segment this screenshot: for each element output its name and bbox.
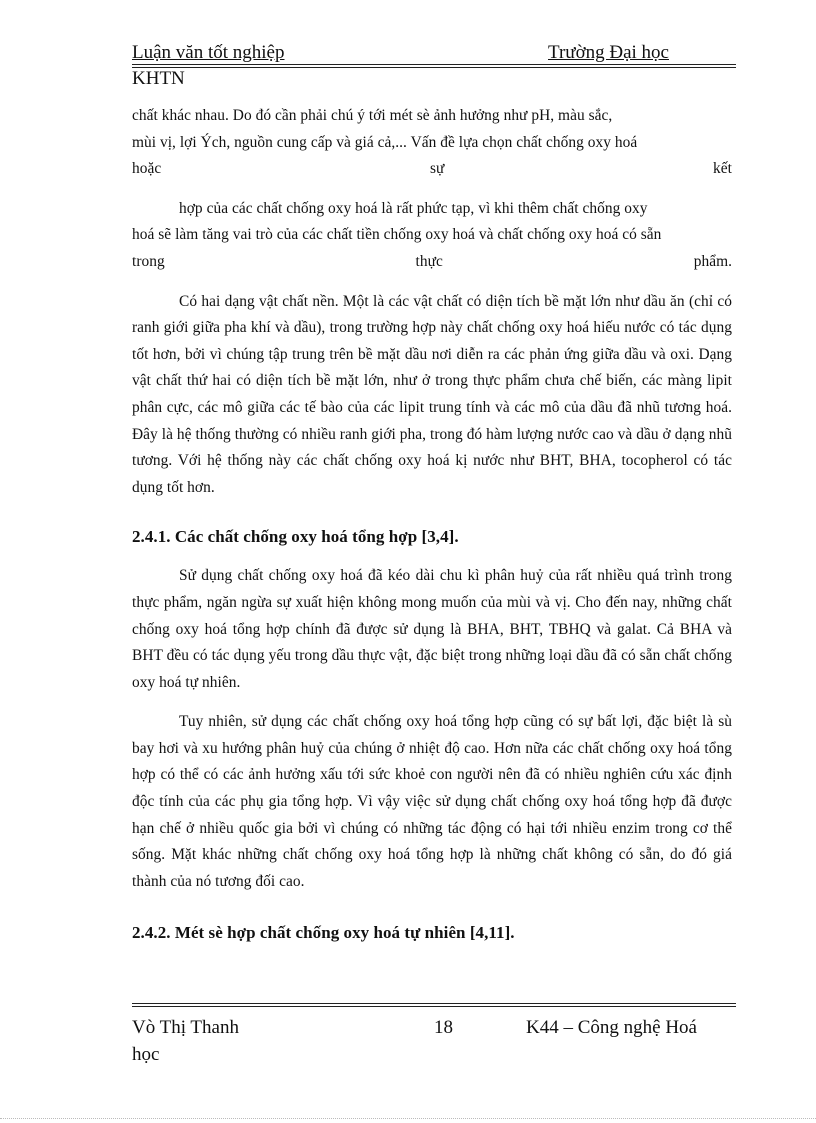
- header-rule-top: [132, 64, 736, 65]
- paragraph-2: [132, 196, 732, 276]
- word: sự: [429, 160, 445, 178]
- paragraph-4: Sử dụng chất chống oxy hoá đã kéo dài chu kì phân huỷ của rất nhiều quá trình trong thực phẩm, ngăn ngừa sự xuất hiện không mong muốn của mùi và vị. Cho đến nay, những chất chống oxy hoá tổng hợp chính đã được sử dụng là BHA, BHT, TBHQ và galat. Cả BHA và BHT đều có tác dụng yếu trong dầu thực vật, đặc biệt trong những loại dầu đã có sẵn chất chống oxy hoá tự nhiên.: [132, 567, 732, 691]
- word: thực: [415, 252, 443, 270]
- page-bottom-dotted-rule: [0, 1118, 816, 1119]
- header-title-line2: KHTN: [132, 68, 185, 89]
- paragraph-1: [132, 103, 732, 183]
- header-rule-bottom: [132, 67, 736, 68]
- section-heading-2-4-2: 2.4.2. Mét sè hợp chất chống oxy hoá tự nhiên [4,11].: [132, 923, 515, 943]
- document-body: [132, 103, 732, 959]
- paragraph-1-line-3: [132, 156, 732, 183]
- paragraph-2-line-1: hợp của các chất chống oxy hoá là rất phức tạp, vì khi thêm chất chống oxy: [179, 199, 648, 217]
- paragraph-2-line-3: [132, 249, 732, 276]
- word: kết: [713, 160, 732, 178]
- word: phẩm.: [693, 252, 732, 270]
- header-title-right: Trường Đại học: [548, 42, 669, 63]
- paragraph-5: Tuy nhiên, sử dụng các chất chống oxy hoá tổng hợp cũng có sự bất lợi, đặc biệt là sù bay hơi và xu hướng phân huỷ của chúng ở nhiệt độ cao. Hơn nữa các chất chống oxy hoá tổng hợp có thể có các ảnh hưởng xấu tới sức khoẻ con người nên đã có nhiều nghiên cứu xác định độc tính của các phụ gia tổng hợp. Vì vậy việc sử dụng chất chống oxy hoá tổng hợp đã được hạn chế ở nhiều quốc gia bởi vì chúng có những tác động có hại tới nhiều enzim trong cơ thể sống. Mặt khác những chất chống oxy hoá tổng hợp là những chất không có sẵn, do đó giá thành của nó tương đối cao.: [132, 713, 732, 890]
- paragraph-3: Có hai dạng vật chất nền. Một là các vật chất có diện tích bề mặt lớn như dầu ăn (chỉ có ranh giới giữa pha khí và dầu), trong trường hợp này chất chống oxy hoá hiếu nước có tác dụng tốt hơn, bởi vì chúng tập trung trên bề mặt dầu nơi diễn ra các phản ứng giữa dầu và oxi. Dạng vật chất thứ hai có diện tích bề mặt lớn, như ở trong thực phẩm chưa chế biến, các màng lipit phân cực, các mô giữa các tế bào của các lipit trung tính và các mô của dầu đã nhũ tương hoá. Đây là hệ thống thường có nhiều ranh giới pha, trong đó hàm lượng nước cao và dầu ở dạng nhũ tương. Với hệ thống này các chất chống oxy hoá kị nước như BHT, BHA, tocopherol có tác dụng tốt hơn.: [132, 292, 732, 496]
- footer-rule-bottom: [132, 1006, 736, 1007]
- paragraph-2-line-2: hoá sẽ làm tăng vai trò của các chất tiền chống oxy hoá và chất chống oxy hoá có sẵn: [132, 226, 662, 244]
- word: trong: [132, 252, 165, 270]
- footer-class: K44 – Công nghệ Hoá: [526, 1017, 697, 1038]
- section-heading-2-4-1: 2.4.1. Các chất chống oxy hoá tổng hợp [3,4].: [132, 527, 459, 547]
- footer-author: Vò Thị Thanh: [132, 1017, 239, 1038]
- footer-author-line2: học: [132, 1044, 160, 1065]
- paragraph-1-line-2: mùi vị, lợi Ých, nguồn cung cấp và giá cả,... Vấn đề lựa chọn chất chống oxy hoá: [132, 133, 638, 151]
- word: hoặc: [132, 160, 162, 178]
- footer-rule-top: [132, 1003, 736, 1004]
- page-number: 18: [434, 1017, 453, 1038]
- header-title-left: Luận văn tốt nghiệp: [132, 42, 285, 63]
- paragraph-1-line-1: chất khác nhau. Do đó cần phải chú ý tới mét sè ảnh hưởng như pH, màu sắc,: [132, 107, 613, 124]
